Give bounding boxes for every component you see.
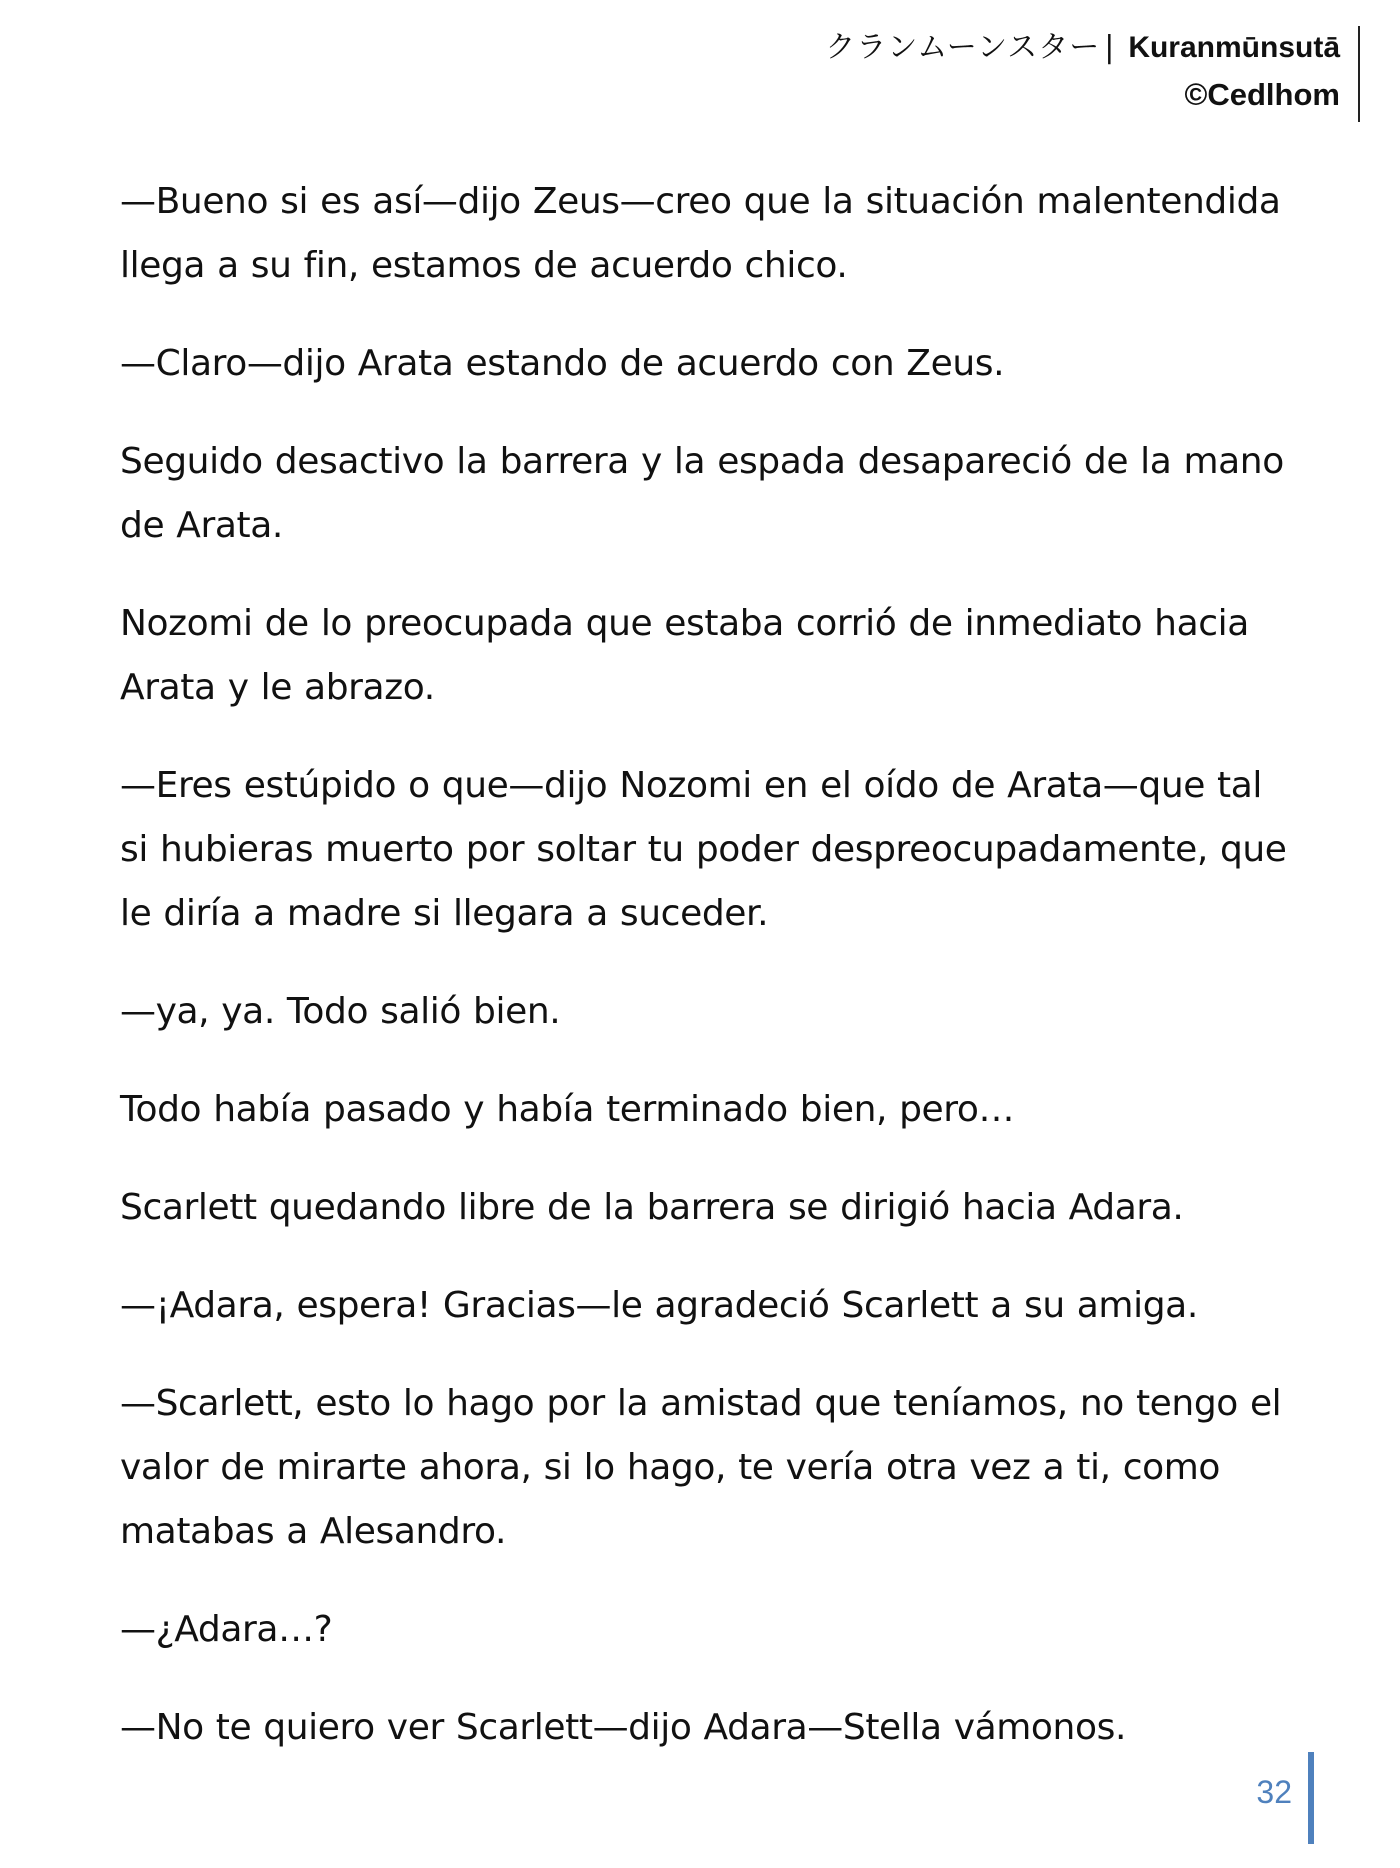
paragraph: Nozomi de lo preocupada que estaba corrió de inmediato hacia Arata y le abrazo.	[120, 603, 1249, 708]
header-title-romaji: Kuranmūnsutā	[1128, 31, 1340, 64]
paragraph: —Scarlett, esto lo hago por la amistad que teníamos, no tengo el valor de mirarte ahora, si lo hago, te vería otra vez a ti, como matabas a Alesandro.	[120, 1383, 1282, 1552]
page-header	[825, 26, 1360, 122]
paragraph: —Eres estúpido o que—dijo Nozomi en el oído de Arata—que tal si hubieras muerto por soltar tu poder despreocupadamente, que le diría a madre si llegara a suceder.	[120, 765, 1287, 934]
paragraph: —Bueno si es así—dijo Zeus—creo que la situación malentendida llega a su fin, estamos de acuerdo chico.	[120, 181, 1281, 286]
paragraph: —¡Adara, espera! Gracias—le agradeció Scarlett a su amiga.	[120, 1285, 1198, 1326]
paragraph: —Claro—dijo Arata estando de acuerdo con Zeus.	[120, 343, 1005, 384]
paragraph: —ya, ya. Todo salió bien.	[120, 991, 561, 1032]
page-footer	[1256, 1752, 1314, 1844]
page-body	[120, 170, 1300, 1794]
header-title-japanese: クランムーンスター	[825, 30, 1101, 65]
header-title-line	[825, 26, 1340, 70]
page-number-bar	[1308, 1752, 1314, 1844]
header-separator: |	[1104, 30, 1115, 65]
header-copyright: ©Cedlhom	[1184, 77, 1340, 112]
paragraph: —¿Adara…?	[120, 1609, 333, 1650]
paragraph: Scarlett quedando libre de la barrera se dirigió hacia Adara.	[120, 1187, 1184, 1228]
page-number: 32	[1256, 1774, 1292, 1810]
paragraph: Seguido desactivo la barrera y la espada desapareció de la mano de Arata.	[120, 441, 1284, 546]
paragraph: —No te quiero ver Scarlett—dijo Adara—Stella vámonos.	[120, 1707, 1127, 1748]
paragraph: Todo había pasado y había terminado bien, pero…	[120, 1089, 1015, 1130]
